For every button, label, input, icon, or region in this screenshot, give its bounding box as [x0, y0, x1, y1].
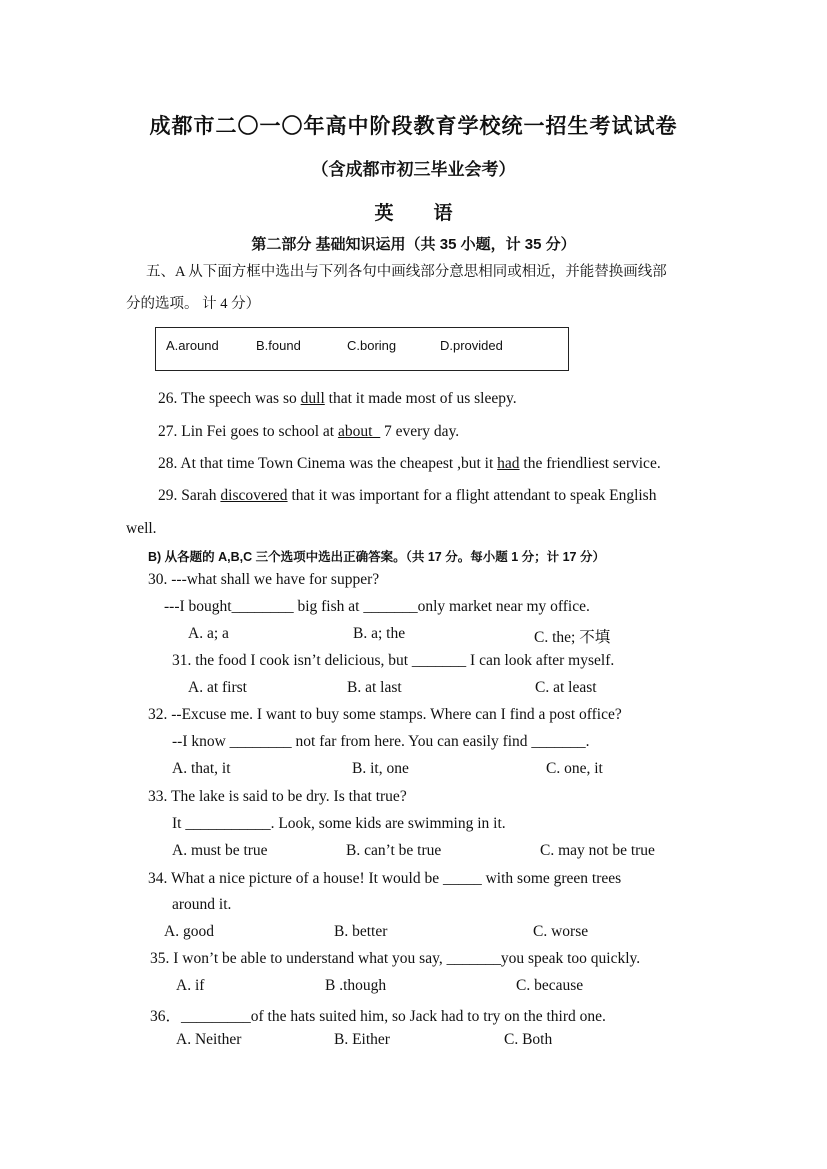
- question-36-option-b: B. Either: [334, 1031, 390, 1048]
- question-28: 28. At that time Town Cinema was the cheapest ,but it had the friendliest service.: [158, 455, 661, 472]
- question-30-option-b: B. a; the: [353, 625, 406, 642]
- question-36-line1: 36．_________of the hats suited him, so Jack had to try on the third one.: [150, 1008, 606, 1025]
- question-35-option-a: A. if: [176, 977, 205, 994]
- question-30-line2: ---I bought________ big fish at _______only market near my office.: [164, 598, 590, 615]
- option-d: D.provided: [440, 338, 503, 353]
- part-heading: 第二部分 基础知识运用（共 35 小题，计 35 分）: [251, 236, 576, 253]
- question-30-line1: 30. ---what shall we have for supper?: [148, 571, 380, 588]
- question-29: 29. Sarah discovered that it was important for a flight attendant to speak English: [158, 487, 657, 504]
- exam-subtitle: （含成都市初三毕业会考）: [311, 160, 516, 179]
- question-34-line1: 34. What a nice picture of a house! It would be _____ with some green trees: [148, 870, 622, 887]
- question-31-option-c: C. at least: [535, 679, 597, 696]
- question-34-option-a: A. good: [164, 923, 214, 940]
- option-a: A.around: [166, 338, 219, 353]
- option-c: C.boring: [347, 338, 397, 353]
- question-26: 26. The speech was so dull that it made most of us sleepy.: [158, 390, 517, 407]
- question-33-line1: 33. The lake is said to be dry. Is that true?: [148, 788, 407, 805]
- exam-title: 成都市二〇一〇年高中阶段教育学校统一招生考试试卷: [149, 115, 678, 138]
- question-34-option-c: C. worse: [533, 923, 589, 940]
- question-36-option-a: A. Neither: [176, 1031, 242, 1048]
- option-b: B.found: [256, 338, 301, 353]
- question-31-option-a: A. at first: [188, 679, 247, 696]
- question-31-line1: 31. the food I cook isn’t delicious, but _______ I can look after myself.: [172, 652, 615, 669]
- question-32-line1: 32. --Excuse me. I want to buy some stamps. Where can I find a post office?: [148, 706, 622, 723]
- question-32-option-a: A. that, it: [172, 760, 231, 777]
- question-33-option-c: C. may not be true: [540, 842, 655, 859]
- question-30-option-a: A. a; a: [188, 625, 229, 642]
- section-a-instruction-line1: 五、A 从下面方框中选出与下列各句中画线部分意思相同或相近，并能替换画线部: [146, 264, 667, 280]
- question-31-option-b: B. at last: [347, 679, 402, 696]
- question-30-option-c: C. the; 不填: [534, 629, 611, 646]
- section-a-instruction-line2: 分的选项。 计 4 分）: [126, 296, 261, 312]
- section-b-instruction: B) 从各题的 A,B,C 三个选项中选出正确答案。（共 17 分。每小题 1 分；计 17 分）: [148, 550, 605, 564]
- question-32-line2: --I know ________ not far from here. You can easily find _______.: [172, 733, 590, 750]
- question-33-option-a: A. must be true: [172, 842, 268, 859]
- subject-heading: 英语: [374, 203, 493, 224]
- question-35-line1: 35. I won’t be able to understand what you say, _______you speak too quickly.: [150, 950, 641, 967]
- question-36-option-c: C. Both: [504, 1031, 553, 1048]
- question-27: 27. Lin Fei goes to school at about_ 7 every day.: [158, 423, 460, 440]
- question-35-option-b: B .though: [325, 977, 387, 994]
- question-32-option-c: C. one, it: [546, 760, 603, 777]
- question-35-option-c: C. because: [516, 977, 584, 994]
- question-33-line2: It ___________. Look, some kids are swimming in it.: [172, 815, 506, 832]
- question-33-option-b: B. can’t be true: [346, 842, 442, 859]
- question-34-option-b: B. better: [334, 923, 388, 940]
- question-32-option-b: B. it, one: [352, 760, 409, 777]
- word-options-box: [155, 327, 569, 371]
- question-34-line2: around it.: [172, 896, 232, 913]
- question-29-continued: well.: [126, 520, 157, 537]
